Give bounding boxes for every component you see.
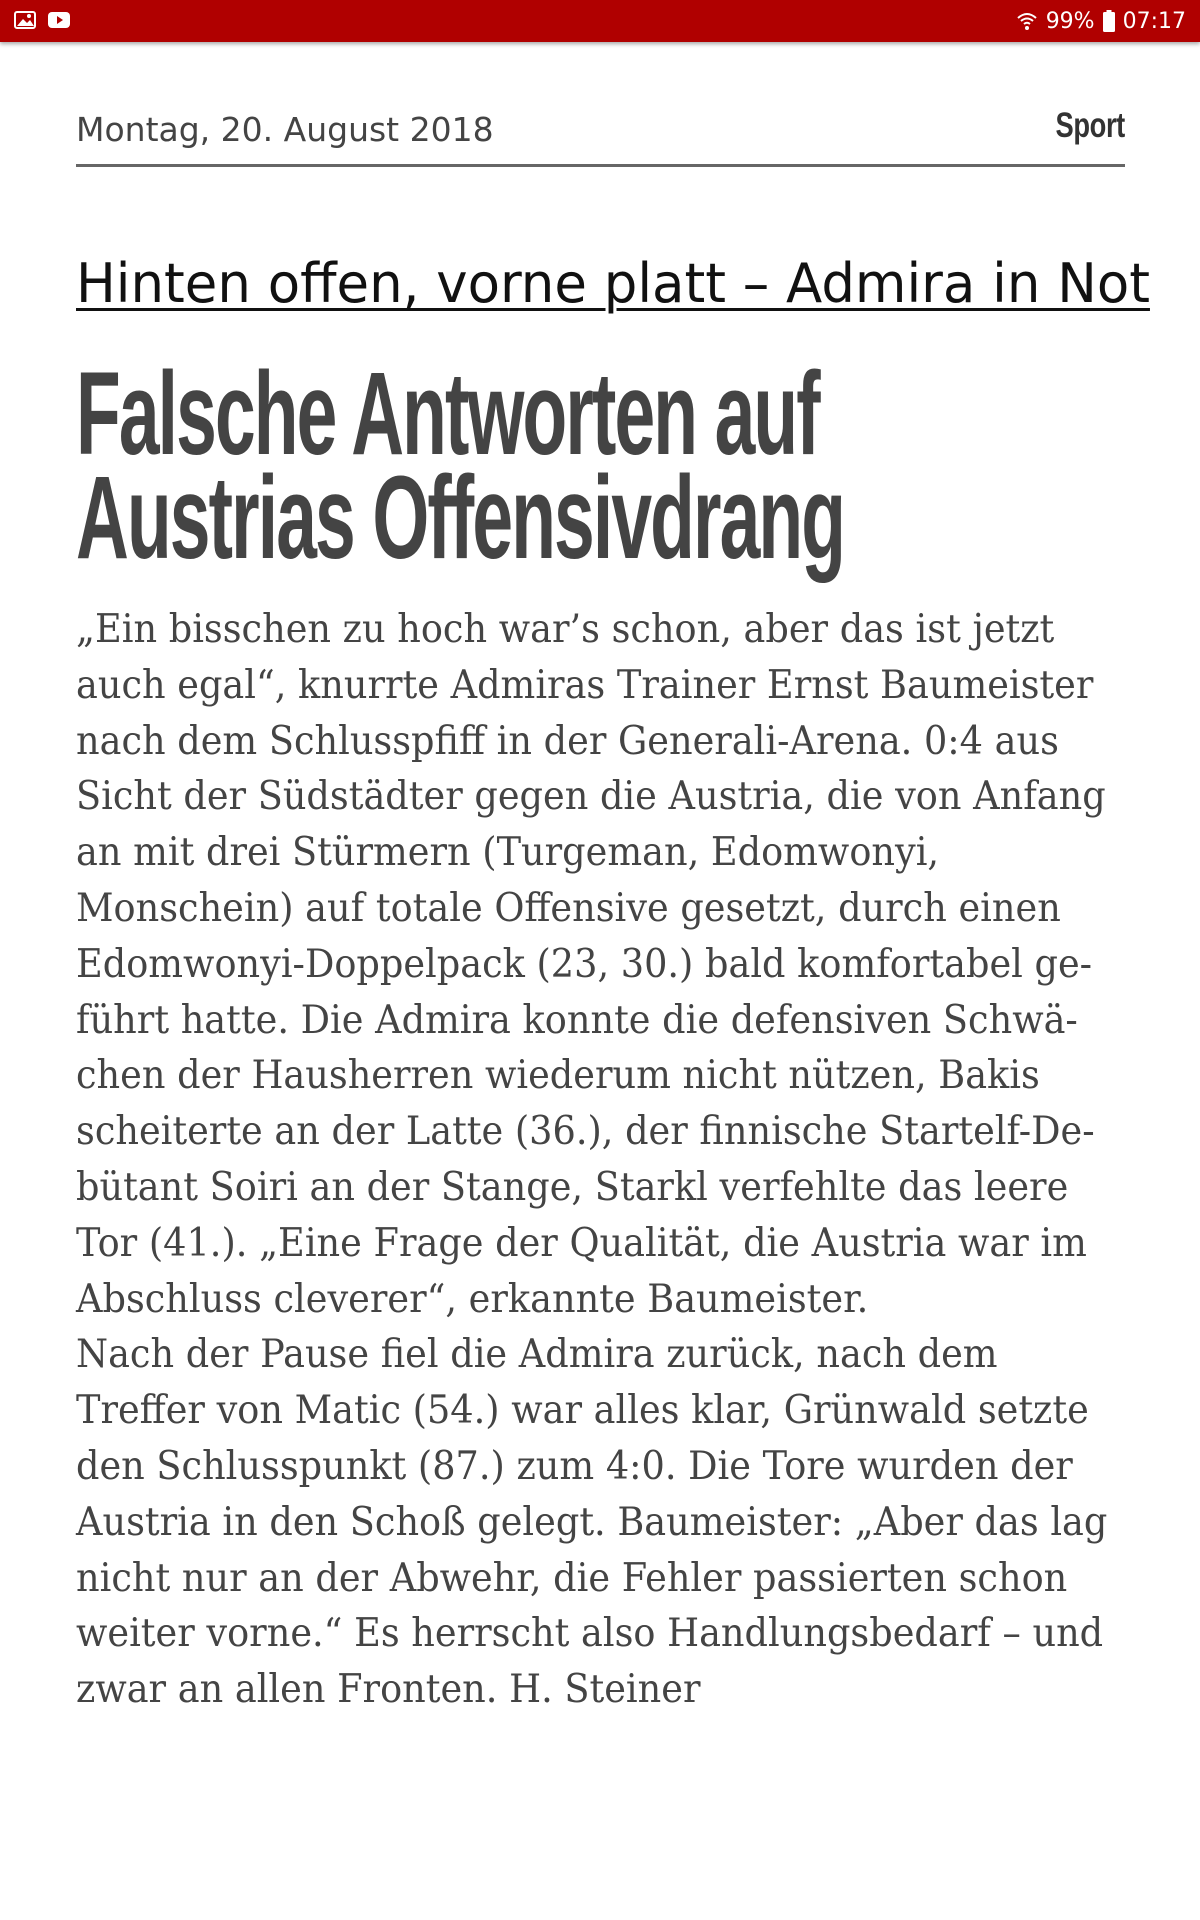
body-line: nicht nur an der Abwehr, die Fehler passierten schon	[76, 1555, 1068, 1601]
clock: 07:17	[1122, 8, 1186, 34]
article-kicker-link[interactable]: Hinten offen, vorne platt – Admira in Not	[76, 252, 1150, 315]
body-line: Monschein) auf totale Offensive gesetzt, durch einen	[76, 885, 1061, 931]
body-line: Abschluss cleverer“, erkannte Baumeister.	[76, 1276, 869, 1322]
body-line: bütant Soiri an der Stange, Starkl verfehlte das leere	[76, 1164, 1069, 1210]
body-line: Tor (41.). „Eine Frage der Qualität, die Austria war im	[76, 1220, 1087, 1266]
body-line: scheiterte an der Latte (36.), der finnische Startelf-De-	[76, 1109, 1095, 1155]
body-line: den Schlusspunkt (87.) zum 4:0. Die Tore wurden der	[76, 1443, 1073, 1489]
article	[76, 42, 1150, 1713]
battery-icon	[1103, 10, 1115, 32]
body-line: chen der Hausherren wiederum nicht nützen, Bakis	[76, 1053, 1040, 1099]
article-body	[76, 602, 1125, 1718]
battery-percent: 99%	[1045, 8, 1095, 34]
body-line: an mit drei Stürmern (Turgeman, Edomwonyi,	[76, 830, 940, 876]
section-label: Sport	[1055, 106, 1125, 145]
system-status	[1016, 6, 1186, 36]
headline-line: Austrias Offensivdrang	[76, 452, 845, 584]
body-line: führt hatte. Die Admira konnte die defensiven Schwä-	[76, 997, 1078, 1043]
body-line: weiter vorne.“ Es herrscht also Handlungsbedarf – und	[76, 1611, 1104, 1657]
body-line: Austria in den Schoß gelegt. Baumeister: „Aber das lag	[76, 1499, 1108, 1545]
body-line: Edomwonyi-Doppelpack (23, 30.) bald komfortabel ge-	[76, 941, 1093, 987]
headline-line: Falsche Antworten auf	[76, 348, 819, 480]
gallery-icon	[14, 11, 36, 29]
body-line: nach dem Schlusspfiff in der Generali-Arena. 0:4 aus	[76, 718, 1059, 764]
body-line: zwar an allen Fronten. H. Steiner	[76, 1667, 701, 1713]
publication-date: Montag, 20. August 2018	[76, 110, 494, 149]
body-line: Nach der Pause fiel die Admira zurück, nach dem	[76, 1332, 998, 1378]
status-bar	[0, 0, 1200, 42]
body-line: auch egal“, knurrte Admiras Trainer Ernst Baumeister	[76, 662, 1094, 708]
article-header	[76, 42, 1125, 167]
notification-icons	[14, 11, 70, 29]
wifi-icon	[1016, 10, 1038, 32]
article-headline	[76, 348, 882, 584]
youtube-icon	[48, 11, 70, 29]
body-line: „Ein bisschen zu hoch war’s schon, aber das ist jetzt	[76, 607, 1055, 652]
body-line: Treffer von Matic (54.) war alles klar, Grünwald setzte	[76, 1388, 1089, 1434]
body-line: Sicht der Südstädter gegen die Austria, die von Anfang	[76, 774, 1106, 820]
